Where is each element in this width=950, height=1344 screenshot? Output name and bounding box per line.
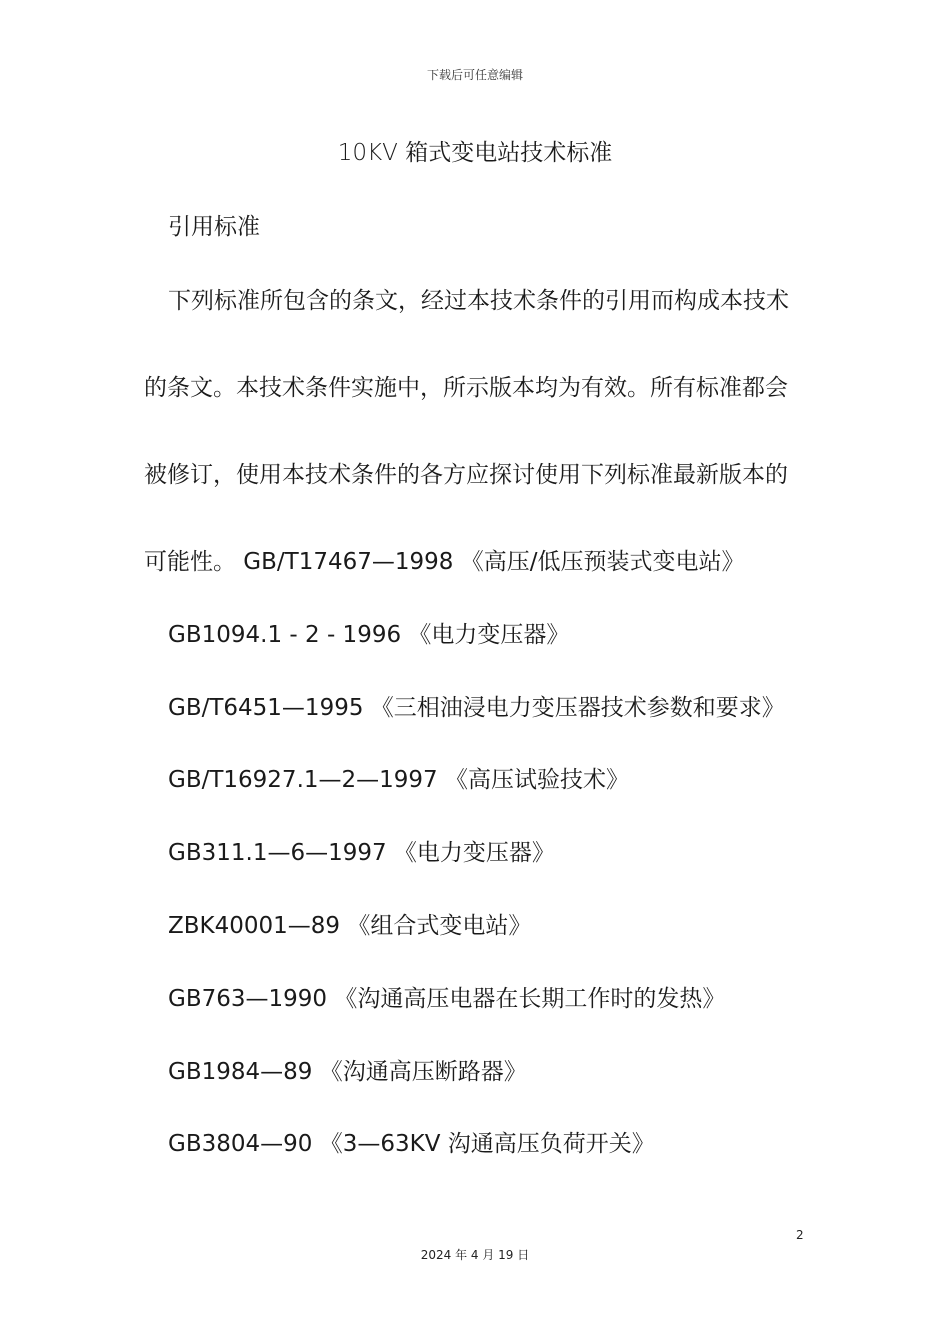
header-note: 下载后可任意编辑: [426, 68, 523, 82]
standard-item: GB311.1—6—1997 《电力变压器》: [168, 840, 555, 866]
paragraph-line: 的条文。本技术条件实施中，所示版本均为有效。所有标准都会: [144, 375, 788, 401]
standard-item: GB3804—90 《3—63KV 沟通高压负荷开关》: [168, 1131, 655, 1157]
standard-item: ZBK40001—89 《组合式变电站》: [168, 913, 532, 939]
standard-item: GB1094.1 - 2 - 1996 《电力变压器》: [168, 622, 570, 648]
standard-item: GB763—1990 《沟通高压电器在长期工作时的发热》: [168, 986, 726, 1012]
standard-item: GB1984—89 《沟通高压断路器》: [168, 1059, 527, 1085]
paragraph-line: 可能性。 GB/T17467—1998 《高压/低压预装式变电站》: [144, 549, 745, 575]
document-title: 10KV 箱式变电站技术标准: [337, 140, 613, 166]
paragraph-line: 被修订，使用本技术条件的各方应探讨使用下列标准最新版本的: [144, 462, 788, 488]
standard-item: GB/T16927.1—2—1997 《高压试验技术》: [168, 767, 629, 793]
standard-item: GB/T6451—1995 《三相油浸电力变压器技术参数和要求》: [168, 695, 785, 721]
section-heading: 引用标准: [168, 214, 260, 240]
page-number: 2: [796, 1228, 804, 1242]
footer-date: 2024 年 4 月 19 日: [420, 1248, 530, 1262]
paragraph-line: 下列标准所包含的条文，经过本技术条件的引用而构成本技术: [168, 288, 789, 314]
